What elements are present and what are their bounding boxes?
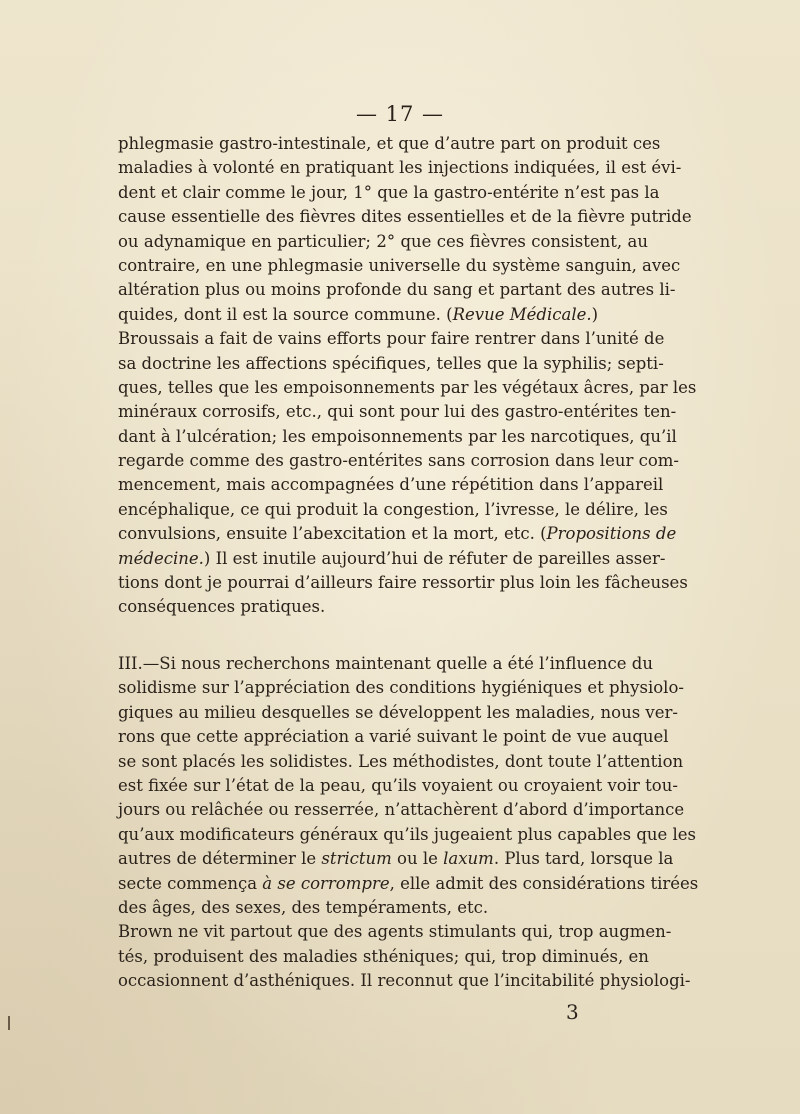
text-line: III.—Si nous recherchons maintenant quelle a été l’influence du	[118, 654, 653, 673]
text-line	[118, 547, 666, 571]
text-line: tés, produisent des maladies sthéniques; qui, trop diminués, en	[118, 946, 649, 966]
latin-term: laxum	[443, 849, 494, 869]
text-line: conséquences pratiques.	[118, 597, 326, 617]
paragraph-block-2	[118, 652, 699, 993]
text-line: cause essentielle des fièvres dites essentielles et de la fièvre putride	[118, 207, 692, 227]
text-segment: , elle admit des considérations tirées	[389, 873, 699, 893]
text-line: giques au milieu desquelles se développent les maladies, nous ver-	[118, 702, 678, 722]
text-line: mencement, mais accompagnées d’une répétition dans l’appareil	[118, 475, 664, 495]
text-line: Broussais a fait de vains efforts pour faire rentrer dans l’unité de	[118, 329, 665, 349]
text-line: phlegmasie gastro-intestinale, et que d’autre part on produit ces	[118, 134, 661, 153]
text-line: jours ou relâchée ou resserrée, n’attachèrent d’abord d’importance	[118, 800, 685, 820]
text-line: est fixée sur l’état de la peau, qu’ils voyaient ou croyaient voir tou-	[118, 775, 678, 795]
text-line: se sont placés les solidistes. Les méthodistes, dont toute l’attention	[118, 751, 684, 771]
signature-mark: 3	[566, 1000, 579, 1024]
text-line: solidisme sur l’appréciation des conditions hygiéniques et physiolo-	[118, 678, 684, 698]
citation: médecine.	[118, 548, 204, 568]
text-line: Brown ne vit partout que des agents stimulants qui, trop augmen-	[118, 922, 672, 942]
text-line: altération plus ou moins profonde du sang et partant des autres li-	[118, 280, 676, 300]
text-line: ques, telles que les empoisonnements par les végétaux âcres, par les	[118, 377, 697, 397]
text-line: maladies à volonté en pratiquant les injections indiquées, il est évi-	[118, 158, 682, 178]
paragraph-block-1	[118, 132, 697, 620]
text-line: occasionnent d’asthéniques. Il reconnut que l’incitabilité physiologi-	[118, 971, 691, 991]
text-segment: quides, dont il est la source commune. (	[118, 304, 453, 324]
text-segment: )	[591, 304, 599, 324]
text-line: qu’aux modificateurs généraux qu’ils jugeaient plus capables que les	[118, 824, 697, 844]
text-line	[118, 303, 648, 327]
text-segment: ou le	[391, 849, 444, 869]
text-line: encéphalique, ce qui produit la congestion, l’ivresse, le délire, les	[118, 499, 668, 519]
text-line: minéraux corrosifs, etc., qui sont pour lui des gastro-entérites ten-	[118, 402, 677, 422]
citation: Revue Médicale.	[452, 304, 592, 324]
text-segment: . Plus tard, lorsque la	[493, 849, 674, 869]
latin-term: strictum	[321, 849, 392, 869]
margin-mark	[8, 1016, 10, 1030]
text-line	[118, 847, 674, 871]
text-segment: ) Il est inutile aujourd’hui de réfuter de pareilles asser-	[203, 548, 666, 568]
text-line: dent et clair comme le jour, 1° que la gastro-entérite n’est pas la	[118, 182, 660, 202]
text-segment: secte commença	[118, 873, 263, 893]
text-segment: convulsions, ensuite l’abexcitation et la mort, etc. (	[118, 524, 547, 544]
text-line: contraire, en une phlegmasie universelle du système sanguin, avec	[118, 255, 681, 275]
text-line	[118, 872, 699, 896]
text-line	[118, 522, 677, 546]
text-line: dant à l’ulcération; les empoisonnements par les narcotiques, qu’il	[118, 426, 677, 446]
text-line: sa doctrine les affections spécifiques, telles que la syphilis; septi-	[118, 353, 664, 373]
text-line: regarde comme des gastro-entérites sans corrosion dans leur com-	[118, 451, 679, 471]
citation: Propositions de	[546, 524, 677, 544]
text-line: ou adynamique en particulier; 2° que ces fièvres consistent, au	[118, 231, 648, 251]
text-line: tions dont je pourrai d’ailleurs faire ressortir plus loin les fâcheuses	[118, 573, 688, 593]
text-line: des âges, des sexes, des tempéraments, etc.	[118, 897, 489, 917]
text-segment: autres de déterminer le	[118, 849, 322, 869]
running-head: — 17 —	[355, 102, 445, 126]
text-line: rons que cette appréciation a varié suivant le point de vue auquel	[118, 727, 669, 747]
emphasis: à se corrompre	[262, 873, 390, 893]
